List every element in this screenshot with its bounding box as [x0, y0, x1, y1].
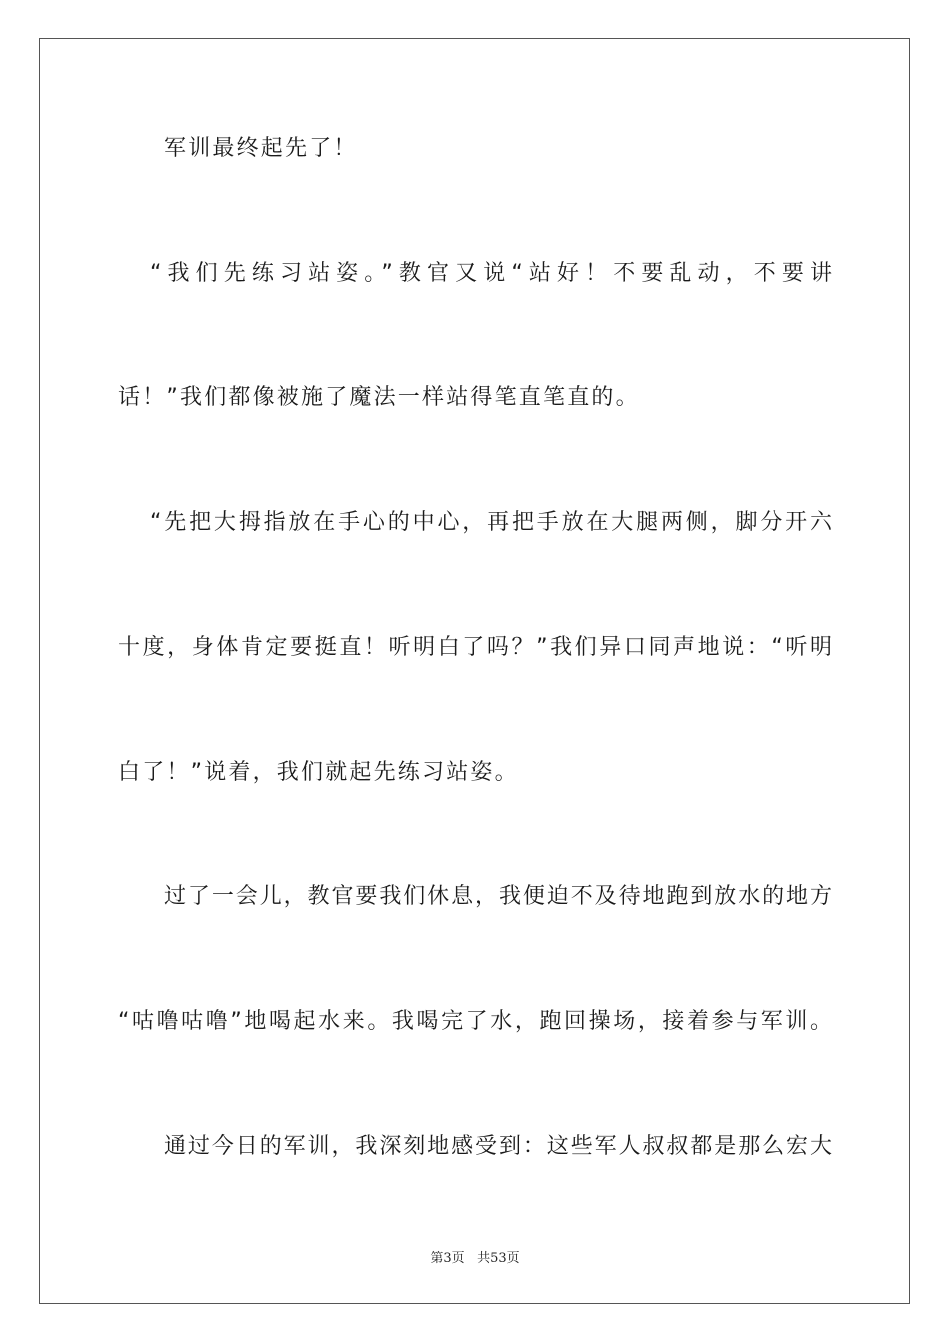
paragraph-3-line-2: 十度，身体肯定要挺直！听明白了吗？”我们异口同声地说：“听明	[118, 635, 832, 660]
paragraph-3-line-3: 白了！”说着，我们就起先练习站姿。	[118, 760, 519, 785]
page-footer	[0, 1247, 950, 1266]
paragraph-4-line-1: 过了一会儿，教官要我们休息，我便迫不及待地跑到放水的地方	[164, 884, 832, 909]
page-total: 共53页	[477, 1251, 520, 1266]
paragraph-2-line-2: 话！”我们都像被施了魔法一样站得笔直笔直的。	[118, 385, 640, 410]
paragraph-5-line-1: 通过今日的军训，我深刻地感受到：这些军人叔叔都是那么宏大	[164, 1134, 832, 1159]
page-number: 第3页	[430, 1251, 465, 1266]
paragraph-4-line-2: “咕噜咕噜”地喝起水来。我喝完了水，跑回操场，接着参与军训。	[118, 1009, 832, 1034]
page-frame	[39, 38, 910, 1304]
paragraph-3-line-1: “先把大拇指放在手心的中心，再把手放在大腿两侧，脚分开六	[150, 510, 832, 535]
paragraph-2-line-1: “我们先练习站姿。”教官又说“站好！不要乱动，不要讲	[150, 261, 832, 286]
paragraph-1-line-1: 军训最终起先了！	[164, 136, 358, 161]
